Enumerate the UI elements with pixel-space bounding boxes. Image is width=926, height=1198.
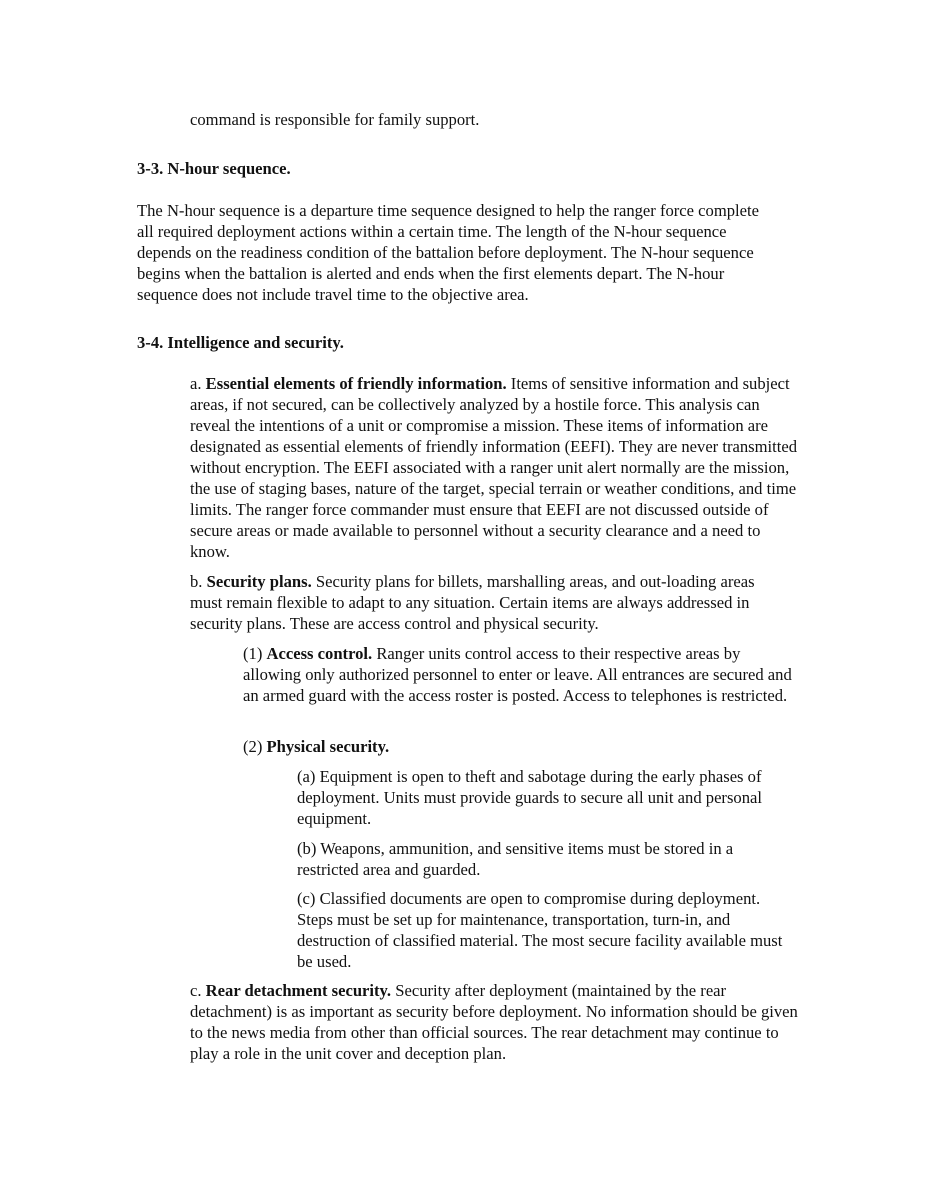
item-c: (c) Classified documents are open to compromise during deployment. Steps must be set up for maintenance, transportation, turn-in, and destruction of classified material. The most secure facility available must be used. [297, 889, 783, 971]
subparagraph-1 [243, 643, 800, 706]
paragraph-c [190, 980, 800, 1064]
subparagraph-1-marker: (1) [243, 644, 263, 663]
subparagraph-2 [243, 736, 800, 757]
paragraph-c-marker: c. [190, 981, 202, 1000]
paragraph-a [190, 373, 798, 562]
paragraph-c-title: Rear detachment security. [205, 981, 392, 1000]
paragraph-a-title: Essential elements of friendly information. [205, 374, 507, 393]
item-a: (a) Equipment is open to theft and sabotage during the early phases of deployment. Units must provide guards to secure all unit and personal equipment. [297, 767, 762, 828]
paragraph-a-body: Items of sensitive information and subject areas, if not secured, can be collectively analyzed by a hostile force. This analysis can reveal the intentions of a unit or compromise a mission. These items of information are designated as essential elements of friendly information (EEFI). They are never transmitted without encryption. The EEFI associated with a ranger unit alert normally are the mission, the use of staging bases, nature of the target, special terrain or weather conditions, and time limits. The ranger force commander must ensure that EEFI are not discussed outside of secure areas or made available to personnel without a security clearance and a need to know. [190, 374, 798, 561]
carryover-text: command is responsible for family support. [190, 110, 480, 129]
subparagraph-1-title: Access control. [266, 644, 373, 663]
section-3-4-heading: 3-4. Intelligence and security. [137, 333, 344, 352]
paragraph-b [190, 571, 776, 634]
section-3-3-heading: 3-3. N-hour sequence. [137, 159, 291, 178]
paragraph-b-body: Security plans for billets, marshalling areas, and out-loading areas must remain flexible to adapt to any situation. Certain items are always addressed in security plans. These are access control and physical security. [190, 572, 755, 633]
paragraph-c-body: Security after deployment (maintained by the rear detachment) is as important as security before deployment. No information should be given to the news media from other than official sources. The rear detachment may continue to play a role in the unit cover and deception plan. [190, 981, 798, 1063]
subparagraph-2-marker: (2) [243, 737, 263, 756]
subparagraph-2-title: Physical security. [266, 737, 390, 756]
item-b: (b) Weapons, ammunition, and sensitive items must be stored in a restricted area and guarded. [297, 839, 734, 879]
subparagraph-1-body: Ranger units control access to their respective areas by allowing only authorized personnel to enter or leave. All entrances are secured and an armed guard with the access roster is posted. Access to telephones is restricted. [243, 644, 792, 705]
paragraph-b-title: Security plans. [206, 572, 312, 591]
paragraph-a-marker: a. [190, 374, 202, 393]
paragraph-b-marker: b. [190, 572, 203, 591]
section-3-3-body: The N-hour sequence is a departure time sequence designed to help the ranger force complete all required deployment actions within a certain time. The length of the N-hour sequence depends on the readiness condition of the battalion before deployment. The N-hour sequence begins when the battalion is alerted and ends when the first elements depart. The N-hour sequence does not include travel time to the objective area. [137, 201, 759, 304]
